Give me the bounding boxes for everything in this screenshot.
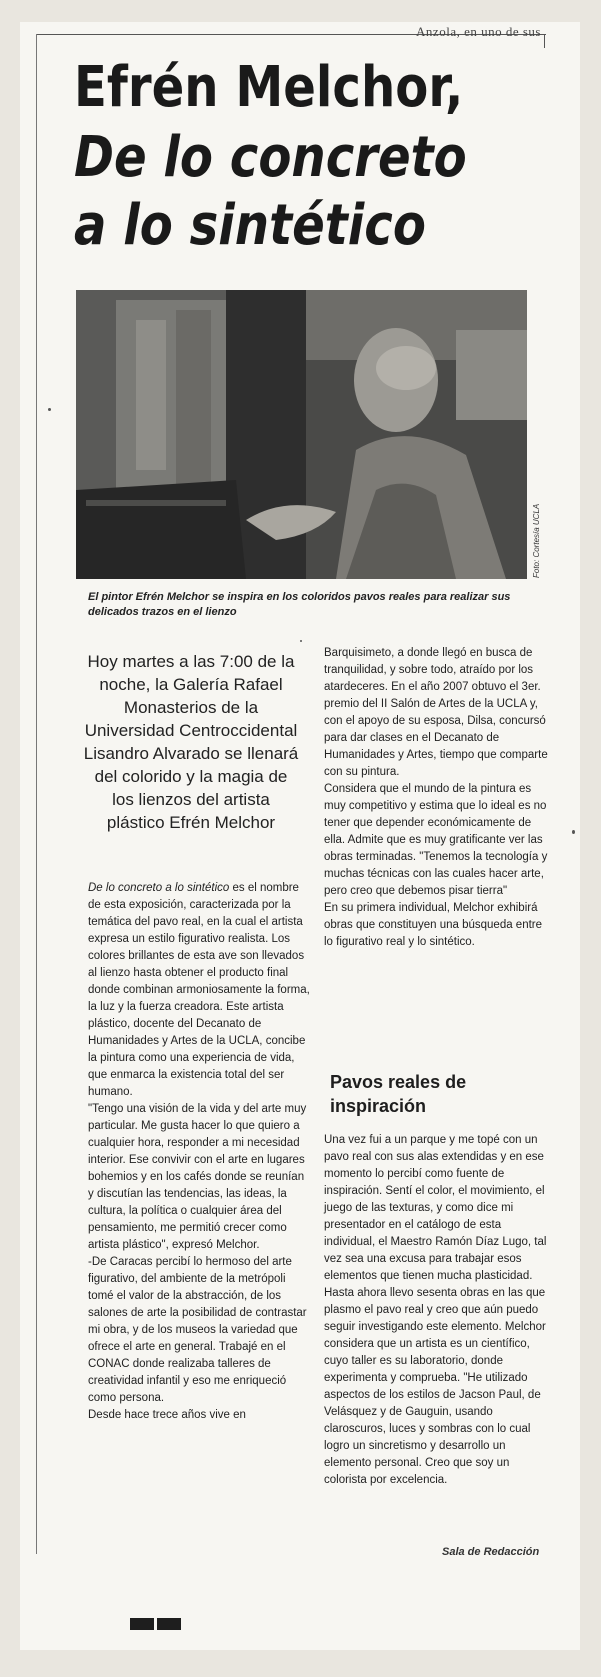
frame-left-rule [36,34,37,1554]
article-column-right-bottom [324,1132,552,1489]
headline-line-2: De lo concreto [74,125,467,190]
paragraph: Considera que el mundo de la pintura es muy competitivo y estima que lo ideal es no tener que depender económicamente de ella. Admite que es muy gratificante ver las obras terminadas. "Tenemos la tecnología y muchas técnicas con las cuales hacer arte, pero creo que debemos pisar tierra" [324,783,548,897]
print-speck [572,830,575,834]
photo-credit: Foto: Cortesía UCLA [532,503,541,578]
end-mark [157,1618,181,1630]
artist-photo-illustration [76,290,527,579]
lead-paragraph: Hoy martes a las 7:00 de la noche, la Galería Rafael Monasterios de la Universidad Centroccidental Lisandro Alvarado se llenará del colorido y la magia de los lienzos del artista plástico Efrén Melchor [83,652,299,832]
paragraph: Hasta ahora llevo sesenta obras en las que plasmo el pavo real y creo que aún puedo seguir investigando este elemento. Melchor considera que un artista es un científico, cuyo taller es su laboratorio, donde experimenta y comprueba. "He utilizado aspectos de los estilos de Jacson Paul, de Velásquez y de Gauguin, usando claroscuros, luces y sombras con lo cual logro un sincretismo y desarrollo un elemento personal. Creo que soy un colorista por excelencia. [324,1287,546,1486]
photo-caption: El pintor Efrén Melchor se inspira en los coloridos pavos reales para realizar sus delicados trazos en el lienzo [88,591,511,618]
exhibition-title: De lo concreto a lo sintético [88,882,230,894]
print-speck [300,640,302,642]
paragraph: Barquisimeto, a donde llegó en busca de tranquilidad, y sobre todo, atraído por los atardeceres. En el año 2007 obtuvo el 3er. premio del II Salón de Artes de la UCLA y, con el apoyo de su esposa, Dilsa, concursó para dar clases en el Decanato de Humanidades y Artes, tiempo que comparte con su pintura. [324,647,548,778]
paragraph: "Tengo una visión de la vida y del arte muy particular. Me gusta hacer lo que quiero a cualquier hora, responder a mi necesidad interior. Ese convivir con el arte en lugares bohemios y en los cafés donde se reunían y discutían las tendencias, las ideas, la cultura, la política o cualquier área del pensamiento, me permitió crecer como artista plástico", expresó Melchor. [88,1103,307,1251]
end-mark [130,1618,154,1630]
headline-line-1: Efrén Melchor, [74,55,464,120]
article-column-left [88,880,312,1424]
header-strip: Anzola, en uno de sus [416,24,541,39]
headline [74,52,478,260]
paragraph: -De Caracas percibí lo hermoso del arte figurativo, del ambiente de la metrópoli tomé el valor de la abstracción, de los salones de arte la posibilidad de contrastar mi obra, y de los museos la variedad que ofrece el arte en general. Trabajé en el CONAC donde realizaba talleres de creatividad infantil y eso me enriqueció como persona. [88,1256,307,1404]
paragraph: En su primera individual, Melchor exhibirá obras que constituyen una búsqueda entre lo figurativo real y lo sintético. [324,902,543,948]
section-subheading: Pavos reales de inspiración [330,1072,467,1116]
signature: Sala de Redacción [442,1546,540,1558]
headline-line-3: a lo sintético [74,193,426,258]
artist-photo [76,290,527,579]
paragraph-text: es el nombre de esta exposición, caracterizada por la temática del pavo real, en la cual el artista expresa un estilo figurativo realista. Los colores brillantes de esta ave son llevados al lienzo hasta obtener el producto final donde combinan armoniosamente la forma, la luz y la fuerza creadora. Este artista plástico, docente del Decanato de Humanidades y Artes de la UCLA, concibe la pintura como una experiencia de vida, que enmarca la existencia total del ser humano. [88,882,310,1098]
paragraph: Desde hace trece años vive en [88,1409,246,1421]
frame-right-tick [544,34,545,48]
print-speck [48,408,51,411]
paragraph: Una vez fui a un parque y me topé con un pavo real con sus alas extendidas y en ese momento lo percibí como fuente de inspiración. Sentí el color, el movimiento, el juego de las texturas, y como dice mi presentador en el catálogo de esta individual, el Maestro Ramón Díaz Lugo, tal vez sea una excusa para trabajar esos elementos que tienen mucha plasticidad. [324,1134,547,1282]
article-column-right-top [324,645,552,951]
paragraph [88,880,312,1101]
